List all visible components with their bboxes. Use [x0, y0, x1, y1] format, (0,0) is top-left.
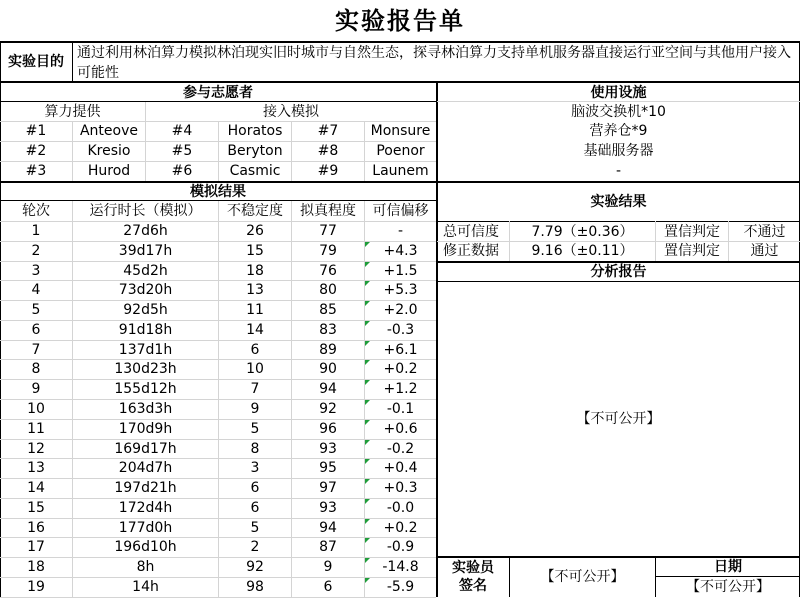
result-value: 9.16（±0.11）	[531, 243, 634, 259]
cell-comment-flag-icon	[365, 459, 370, 464]
sim-round-cell: 13	[27, 460, 45, 476]
sim-offset-cell: -	[397, 223, 404, 239]
volunteer-name: Casmic	[229, 163, 281, 179]
border-line	[0, 161, 436, 162]
sim-instability-cell: 6	[250, 480, 260, 496]
cell-comment-flag-icon	[365, 380, 370, 385]
volunteer-name: Monsure	[370, 123, 431, 139]
sim-duration-cell: 8h	[136, 559, 155, 575]
border-line	[145, 121, 146, 181]
sim-offset-cell: +0.4	[383, 460, 418, 476]
access-simulation-label: 接入模拟	[263, 103, 319, 120]
border-line	[218, 121, 219, 181]
sim-round-cell: 6	[31, 322, 41, 338]
border-line	[437, 101, 800, 102]
cell-comment-flag-icon	[365, 360, 370, 365]
sim-offset-cell: -0.3	[386, 322, 415, 338]
border-line	[291, 121, 292, 181]
sim-duration-cell: 91d18h	[118, 322, 173, 338]
border-line	[72, 42, 73, 81]
equipment-item: 脑波交换机*10	[571, 103, 666, 120]
cell-comment-flag-icon	[365, 242, 370, 247]
border-line	[72, 121, 73, 181]
border-line	[0, 379, 436, 380]
volunteer-name: Hurod	[87, 163, 131, 179]
sim-instability-cell: 8	[250, 440, 260, 457]
sim-round-cell: 12	[27, 440, 45, 457]
sim-instability-cell: 10	[246, 361, 264, 377]
sim-instability-cell: 9	[250, 401, 260, 417]
sim-fidelity-cell: 6	[323, 579, 333, 595]
border-line	[0, 340, 436, 341]
cell-comment-flag-icon	[365, 281, 370, 286]
border-line	[0, 537, 436, 538]
volunteer-name: Kresio	[87, 143, 131, 159]
sim-fidelity-cell: 93	[319, 500, 337, 516]
border-line	[0, 399, 436, 400]
sim-round-cell: 2	[31, 243, 41, 259]
column-header-instability: 不稳定度	[227, 203, 283, 219]
equipment-item: 基础服务器	[583, 143, 654, 159]
result-judge-value: 不通过	[743, 223, 786, 240]
border-line	[656, 576, 800, 577]
sim-offset-cell: +0.3	[383, 480, 418, 496]
sim-instability-cell: 26	[246, 223, 264, 239]
sim-duration-cell: 170d9h	[118, 421, 173, 437]
cell-comment-flag-icon	[365, 538, 370, 543]
sim-duration-cell: 45d2h	[123, 262, 168, 279]
border-line	[0, 280, 436, 281]
result-label: 修正数据	[443, 243, 499, 259]
border-line	[0, 181, 800, 183]
result-judge-label: 置信判定	[664, 223, 720, 240]
sim-fidelity-cell: 94	[319, 519, 337, 536]
result-value: 7.79（±0.36）	[531, 223, 634, 240]
border-line	[0, 577, 436, 578]
border-line	[0, 81, 800, 83]
sim-duration-cell: 92d5h	[123, 302, 168, 318]
volunteer-name: Launem	[372, 163, 429, 179]
sim-offset-cell: +0.2	[383, 519, 418, 536]
border-line	[0, 439, 436, 440]
simulation-header: 模拟结果	[190, 183, 246, 200]
result-judge-label: 置信判定	[664, 243, 720, 259]
volunteer-id: #1	[25, 123, 47, 139]
purpose-text: 通过利用林泊算力模拟林泊现实旧时城市与自然生态，探寻林泊算力支持单机服务器直接运行亚空间与其他用户接入可能性	[77, 45, 791, 81]
equipment-header: 使用设施	[590, 84, 647, 101]
border-line	[0, 101, 436, 102]
sim-round-cell: 4	[31, 282, 41, 298]
border-line	[436, 82, 438, 597]
border-line	[437, 221, 800, 222]
sim-instability-cell: 18	[246, 262, 264, 279]
sim-offset-cell: +2.0	[383, 302, 418, 318]
border-line	[0, 419, 436, 420]
border-line	[0, 498, 436, 499]
border-line	[0, 478, 436, 479]
sim-offset-cell: -0.1	[386, 401, 415, 417]
sim-instability-cell: 15	[246, 243, 264, 259]
border-line	[0, 557, 436, 558]
cell-comment-flag-icon	[365, 519, 370, 524]
border-line	[437, 241, 800, 242]
sim-round-cell: 1	[31, 223, 41, 239]
cell-comment-flag-icon	[365, 479, 370, 484]
sim-instability-cell: 6	[250, 341, 260, 358]
sim-offset-cell: -5.9	[386, 579, 415, 595]
sim-instability-cell: 3	[250, 460, 260, 476]
sim-fidelity-cell: 77	[319, 223, 337, 239]
volunteer-id: #8	[317, 143, 339, 159]
sim-duration-cell: 27d6h	[123, 223, 168, 239]
sim-round-cell: 9	[31, 381, 41, 397]
sim-fidelity-cell: 85	[319, 302, 337, 318]
sim-instability-cell: 2	[250, 539, 260, 555]
border-line	[437, 556, 800, 558]
volunteer-id: #4	[171, 123, 193, 139]
sim-round-cell: 5	[31, 302, 41, 318]
cell-comment-flag-icon	[365, 499, 370, 504]
sim-fidelity-cell: 95	[319, 460, 337, 476]
border-line	[437, 281, 800, 282]
date-value: 【不可公开】	[686, 579, 770, 595]
cell-comment-flag-icon	[365, 578, 370, 583]
cell-comment-flag-icon	[365, 400, 370, 405]
sim-offset-cell: +0.2	[383, 361, 418, 377]
sim-round-cell: 16	[27, 519, 45, 536]
column-header-fidelity: 拟真程度	[300, 203, 356, 219]
border-line	[0, 241, 436, 242]
volunteer-id: #5	[171, 143, 193, 159]
sim-instability-cell: 92	[246, 559, 264, 575]
sim-round-cell: 18	[27, 559, 45, 575]
sim-duration-cell: 39d17h	[118, 243, 173, 259]
sim-fidelity-cell: 83	[319, 322, 337, 338]
border-line	[145, 102, 146, 121]
sim-duration-cell: 172d4h	[118, 500, 173, 516]
sim-fidelity-cell: 90	[319, 361, 337, 377]
sim-offset-cell: +6.1	[383, 341, 418, 358]
cell-comment-flag-icon	[365, 262, 370, 267]
result-judge-value: 通过	[750, 243, 779, 259]
sim-duration-cell: 169d17h	[114, 440, 177, 457]
sim-instability-cell: 5	[250, 421, 260, 437]
border-line	[0, 141, 436, 142]
volunteer-name: Poenor	[376, 143, 425, 159]
equipment-item: -	[615, 163, 622, 179]
sim-fidelity-cell: 9	[323, 559, 333, 575]
sim-instability-cell: 6	[250, 500, 260, 516]
purpose-label: 实验目的	[8, 53, 64, 70]
border-line	[0, 261, 436, 262]
border-line	[437, 261, 800, 263]
column-header-offset: 可信偏移	[372, 203, 429, 219]
sim-duration-cell: 130d23h	[114, 361, 177, 377]
sim-instability-cell: 11	[246, 302, 264, 318]
volunteer-id: #9	[317, 163, 339, 179]
volunteer-name: Anteove	[79, 123, 139, 139]
cell-comment-flag-icon	[365, 420, 370, 425]
sim-round-cell: 3	[31, 262, 41, 279]
sim-duration-cell: 196d10h	[114, 539, 177, 555]
sim-offset-cell: -0.0	[386, 500, 415, 516]
sim-round-cell: 8	[31, 361, 41, 377]
sim-fidelity-cell: 76	[319, 262, 337, 279]
border-line	[0, 221, 436, 222]
sim-duration-cell: 163d3h	[118, 401, 173, 417]
sim-fidelity-cell: 93	[319, 440, 337, 457]
sim-duration-cell: 177d0h	[118, 519, 173, 536]
sim-round-cell: 14	[27, 480, 45, 496]
cell-comment-flag-icon	[365, 321, 370, 326]
border-line	[509, 556, 510, 597]
volunteer-name: Horatos	[227, 123, 283, 139]
sim-fidelity-cell: 97	[319, 480, 337, 496]
volunteers-header: 参与志愿者	[183, 84, 253, 101]
cell-comment-flag-icon	[365, 341, 370, 346]
sim-offset-cell: +4.3	[383, 243, 418, 259]
column-header-duration: 运行时长（模拟）	[89, 203, 202, 219]
sim-duration-cell: 137d1h	[118, 341, 173, 358]
border-line	[0, 359, 436, 360]
cell-comment-flag-icon	[365, 558, 370, 563]
sim-instability-cell: 14	[246, 322, 264, 338]
signature-label-line2: 签名	[459, 578, 487, 594]
sim-instability-cell: 13	[246, 282, 264, 298]
result-label: 总可信度	[443, 223, 499, 240]
sim-round-cell: 17	[27, 539, 45, 555]
sim-instability-cell: 7	[250, 381, 260, 397]
analysis-header: 分析报告	[590, 263, 647, 280]
border-line	[0, 300, 436, 301]
border-line	[0, 458, 436, 459]
sim-fidelity-cell: 87	[319, 539, 337, 555]
sim-duration-cell: 197d21h	[114, 480, 177, 496]
border-line	[0, 41, 800, 43]
border-line	[0, 41, 1, 597]
results-header: 实验结果	[590, 193, 647, 210]
sim-duration-cell: 204d7h	[118, 460, 173, 476]
sim-offset-cell: +1.2	[383, 381, 418, 397]
signature-label-line1: 实验员	[452, 560, 494, 576]
sim-fidelity-cell: 94	[319, 381, 337, 397]
border-line	[0, 518, 436, 519]
border-line	[0, 121, 436, 122]
volunteer-id: #7	[317, 123, 339, 139]
volunteer-name: Beryton	[227, 143, 283, 159]
volunteer-id: #2	[25, 143, 47, 159]
cell-comment-flag-icon	[365, 301, 370, 306]
analysis-body: 【不可公开】	[576, 411, 661, 427]
sim-duration-cell: 14h	[132, 579, 159, 595]
sim-fidelity-cell: 96	[319, 421, 337, 437]
sim-offset-cell: -0.2	[386, 440, 415, 457]
sim-offset-cell: +1.5	[383, 262, 418, 279]
sim-fidelity-cell: 80	[319, 282, 337, 298]
sim-fidelity-cell: 92	[319, 401, 337, 417]
border-line	[0, 320, 436, 321]
signature-value: 【不可公开】	[540, 569, 625, 585]
volunteer-id: #3	[25, 163, 47, 179]
sim-round-cell: 11	[27, 421, 45, 437]
page-title: 实验报告单	[335, 7, 465, 35]
sim-fidelity-cell: 89	[319, 341, 337, 358]
sim-round-cell: 15	[27, 500, 45, 516]
sim-offset-cell: +0.6	[383, 421, 418, 437]
sim-offset-cell: -0.9	[386, 539, 415, 555]
sim-round-cell: 7	[31, 341, 41, 358]
sim-duration-cell: 155d12h	[114, 381, 177, 397]
sim-offset-cell: -14.8	[382, 559, 419, 575]
sim-duration-cell: 73d20h	[118, 282, 173, 298]
sim-offset-cell: +5.3	[383, 282, 418, 298]
border-line	[364, 121, 365, 181]
column-header-round: 轮次	[22, 203, 50, 219]
date-label: 日期	[714, 559, 742, 575]
sim-round-cell: 19	[27, 579, 45, 595]
volunteer-id: #6	[171, 163, 193, 179]
sim-fidelity-cell: 79	[319, 243, 337, 259]
cell-comment-flag-icon	[365, 440, 370, 445]
compute-provider-label: 算力提供	[44, 103, 101, 120]
equipment-item: 营养仓*9	[589, 123, 648, 139]
sim-instability-cell: 5	[250, 519, 260, 536]
signature-label	[437, 557, 509, 597]
sim-instability-cell: 98	[246, 579, 264, 595]
sim-round-cell: 10	[27, 401, 45, 417]
